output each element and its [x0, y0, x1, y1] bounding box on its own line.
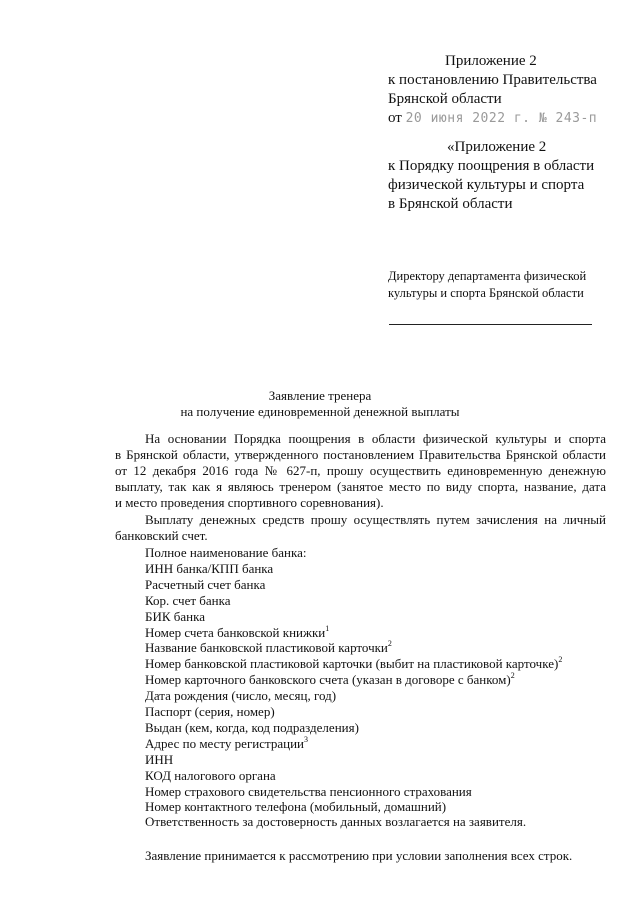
- date-stamp: 20 июня 2022 г. № 243-п: [405, 111, 598, 126]
- addressee-line-1: Директору департамента физической: [388, 269, 587, 283]
- field-label: Полное наименование банка:: [145, 545, 307, 560]
- field-row: [145, 545, 307, 561]
- responsibility-note: Ответственность за достоверность данных возлагается на заявителя.: [145, 814, 527, 829]
- paragraph-basis-line-2: в Брянской области, утвержденного постановлением Правительства Брянской области: [115, 447, 606, 462]
- field-row: [145, 593, 231, 609]
- field-row: [145, 577, 265, 593]
- signature-line: [389, 324, 592, 325]
- field-row: [145, 736, 308, 752]
- paragraph-basis-line-4: выплату, так как я являюсь тренером (занятое место по виду спорта, название, дата: [115, 479, 606, 494]
- paragraph-basis-line-5: и место проведения спортивного соревнования).: [115, 495, 384, 510]
- paragraph-basis-line-1: На основании Порядка поощрения в области физической культуры и спорта: [145, 431, 606, 446]
- appendix-line-3: Брянской области: [388, 91, 502, 107]
- field-label: КОД налогового органа: [145, 767, 276, 783]
- field-row: [145, 688, 336, 704]
- field-label: Номер контактного телефона (мобильный, домашний): [145, 799, 447, 815]
- title-line-2: на получение единовременной денежной выплаты: [180, 404, 460, 419]
- field-row: [145, 704, 275, 720]
- paragraph-payment-line-1: Выплату денежных средств прошу осуществлять путем зачисления на личный: [145, 512, 606, 527]
- field-row: [145, 752, 173, 768]
- field-label: Номер банковской пластиковой карточки (выбит на пластиковой карточке): [145, 656, 559, 672]
- procedure-line-2: к Порядку поощрения в области: [388, 158, 595, 174]
- field-label: Дата рождения (число, месяц, год): [145, 688, 337, 704]
- field-row: [145, 640, 392, 656]
- date-prefix: от: [388, 110, 402, 126]
- field-label: Номер счета банковской книжки: [145, 624, 326, 640]
- appendix-line-2: к постановлению Правительства: [388, 72, 597, 88]
- procedure-line-4: в Брянской области: [388, 196, 513, 212]
- procedure-title: «Приложение 2: [447, 139, 547, 155]
- field-row: [145, 799, 446, 815]
- field-label: Выдан (кем, когда, код подразделения): [145, 719, 359, 735]
- paragraph-basis-line-3: от 12 декабря 2016 года № 627-п, прошу осуществить единовременную денежную: [115, 463, 606, 478]
- field-row: [145, 768, 276, 784]
- footnote-marker: 1: [325, 623, 330, 633]
- appendix-title: Приложение 2: [445, 53, 537, 69]
- procedure-line-3: физической культуры и спорта: [388, 177, 585, 193]
- field-label: БИК банка: [145, 608, 206, 624]
- field-row: [145, 561, 273, 577]
- field-row: [145, 784, 472, 800]
- addressee-line-2: культуры и спорта Брянской области: [388, 286, 584, 300]
- field-row: [145, 609, 205, 625]
- footnote-marker: 2: [558, 655, 563, 665]
- field-label: Название банковской пластиковой карточки: [145, 640, 388, 656]
- field-label: Номер карточного банковского счета (указан в договоре с банком): [145, 672, 511, 688]
- title-line-1: Заявление тренера: [268, 388, 372, 403]
- closing-note: Заявление принимается к рассмотрению при условии заполнения всех строк.: [145, 848, 573, 863]
- field-label: ИНН: [145, 751, 174, 767]
- field-row: [145, 720, 359, 736]
- paragraph-payment-line-2: банковский счет.: [115, 528, 208, 543]
- field-label: ИНН банка/КПП банка: [145, 560, 274, 576]
- appendix-date-line: [388, 109, 597, 128]
- field-label: Расчетный счет банка: [145, 576, 266, 592]
- field-row: [145, 672, 515, 688]
- footnote-marker: 2: [387, 639, 392, 649]
- field-label: Номер страхового свидетельства пенсионного страхования: [145, 783, 472, 799]
- footnote-marker: 2: [510, 671, 515, 681]
- field-row: [145, 625, 329, 641]
- field-row: [145, 656, 562, 672]
- field-label: Адрес по месту регистрации: [145, 735, 304, 751]
- field-label: Кор. счет банка: [145, 592, 231, 608]
- footnote-marker: 3: [303, 734, 308, 744]
- field-label: Паспорт (серия, номер): [145, 704, 275, 719]
